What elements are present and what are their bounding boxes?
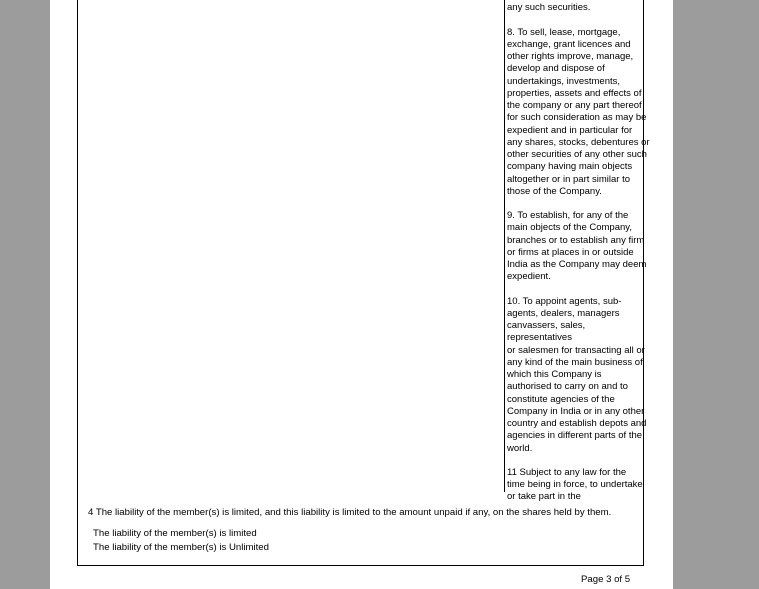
page-number: Page 3 of 5 bbox=[581, 574, 631, 585]
content-frame bbox=[77, 0, 650, 566]
clause-continuation: any such securities. bbox=[507, 2, 591, 14]
liability-option-limited: The liability of the member(s) is limited bbox=[93, 528, 257, 539]
liability-option-unlimited: The liability of the member(s) is Unlimited bbox=[93, 542, 269, 553]
objects-column bbox=[504, 0, 650, 503]
clause-8: 8. To sell, lease, mortgage, exchange, grant licences and other rights improve, manage, develop and dispose of undertakings, investments, properties, assets and effects of the company or any part thereof for such consideration as may be expedient and in particular for any shares, stocks, debentures or other securities of any other such company having main objects altogether or in part similar to those of the Company. bbox=[507, 26, 650, 197]
document-page bbox=[50, 0, 673, 589]
clause-11: 11 Subject to any law for the time being in force, to undertake or take part in the bbox=[507, 466, 643, 503]
clause-9: 9. To establish, for any of the main objects of the Company, branches or to establish any firm or firms at places in or outside India as the Company may deem expedient. bbox=[507, 210, 647, 283]
clause-10: 10. To appoint agents, sub- agents, dealers, managers canvassers, sales, representatives or salesmen for transacting all or any kind of the main business of which this Company is authorised to carry on and to constitute agencies of the Company in India or in any other country and establish depots and agencies in different parts of the world. bbox=[507, 295, 647, 454]
liability-statement: 4 The liability of the member(s) is limited, and this liability is limited to the amount unpaid if any, on the shares held by them. bbox=[88, 507, 612, 518]
